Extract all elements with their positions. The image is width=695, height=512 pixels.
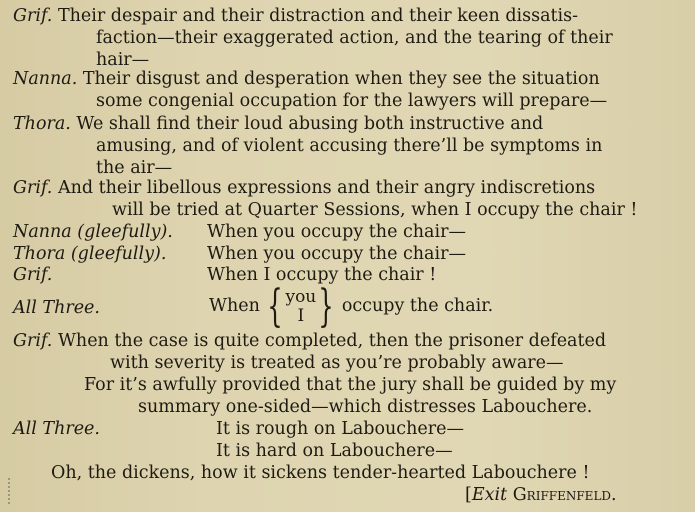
verse-line: [13, 330, 606, 352]
verse-line: [13, 243, 166, 265]
line-text: the air—: [96, 158, 173, 178]
stack-bottom: I: [297, 305, 305, 326]
verse-line: [207, 243, 466, 265]
verse-line: [13, 264, 52, 286]
line-text: will be tried at Quarter Sessions, when I occupy the chair !: [112, 200, 638, 220]
line-text: It is hard on Labouchere—: [216, 441, 453, 461]
line-text: It is rough on Labouchere—: [216, 419, 464, 439]
speaker-label: All Three.: [13, 419, 100, 439]
line-text: with severity is treated as you’re probably aware—: [110, 353, 564, 373]
line-text: When you occupy the chair—: [207, 244, 466, 264]
verse-line: [96, 27, 613, 49]
verse-line: [216, 440, 453, 462]
exit-word: Exit: [471, 485, 508, 505]
exit-character-name: Griffenfeld.: [512, 485, 617, 505]
line-text: occupy the chair.: [341, 296, 494, 316]
line-text: We shall find their loud abusing both instructive and: [76, 114, 544, 134]
verse-line: [13, 297, 100, 319]
line-text: Their despair and their distraction and their keen dissatis-: [57, 6, 579, 26]
verse-line: [13, 113, 543, 135]
line-text: For it’s awfully provided that the jury shall be guided by my: [84, 375, 617, 395]
verse-line: [13, 68, 600, 90]
verse-line: [13, 418, 100, 440]
page-margin-mark: [8, 478, 16, 504]
speaker-label: Grif.: [13, 265, 53, 285]
speaker-label: All Three.: [13, 298, 100, 318]
line-text: And their libellous expressions and their angry indiscretions: [57, 178, 596, 198]
verse-line: [96, 135, 602, 157]
verse-line-braced: [209, 280, 494, 332]
verse-line: [207, 221, 466, 243]
line-text: summary one-sided—which distresses Labouchere.: [138, 397, 593, 417]
speaker-label: Nanna (gleefully).: [13, 222, 173, 242]
speaker-label: Grif.: [13, 331, 53, 351]
left-brace: {: [267, 280, 284, 332]
speaker-label: Thora (gleefully).: [13, 244, 167, 264]
line-text: Their disgust and desperation when they see the situation: [82, 69, 600, 89]
verse-line: [216, 418, 464, 440]
verse-line: [110, 352, 564, 374]
stack-top: you: [285, 286, 317, 307]
verse-line: [84, 374, 616, 396]
line-text: hair—: [96, 50, 150, 70]
line-text: some congenial occupation for the lawyers will prepare—: [96, 91, 608, 111]
line-text: When I occupy the chair !: [207, 265, 437, 285]
verse-line: [13, 221, 173, 243]
stacked-pronouns: [285, 288, 316, 326]
line-text: amusing, and of violent accusing there’ll be symptoms in: [96, 136, 603, 156]
verse-line: [96, 157, 172, 179]
speaker-label: Grif.: [13, 178, 53, 198]
verse-line: [138, 396, 592, 418]
stage-direction-exit: [465, 484, 617, 506]
verse-line: [13, 5, 578, 27]
verse-line: [112, 199, 637, 221]
line-text: When the case is quite completed, then the prisoner defeated: [57, 331, 607, 351]
line-text: faction—their exaggerated action, and the tearing of their: [96, 28, 613, 48]
exit-bracket: [: [465, 485, 472, 505]
speaker-label: Grif.: [13, 6, 53, 26]
speaker-label: Thora.: [13, 114, 71, 134]
verse-line: [13, 177, 595, 199]
speaker-label: Nanna.: [13, 69, 78, 89]
verse-line: [96, 90, 607, 112]
line-text: Oh, the dickens, how it sickens tender-hearted Labouchere !: [51, 463, 590, 483]
right-brace: }: [318, 280, 334, 332]
line-text: When you occupy the chair—: [207, 222, 466, 242]
verse-line: [51, 462, 589, 484]
line-text: When: [209, 296, 260, 316]
